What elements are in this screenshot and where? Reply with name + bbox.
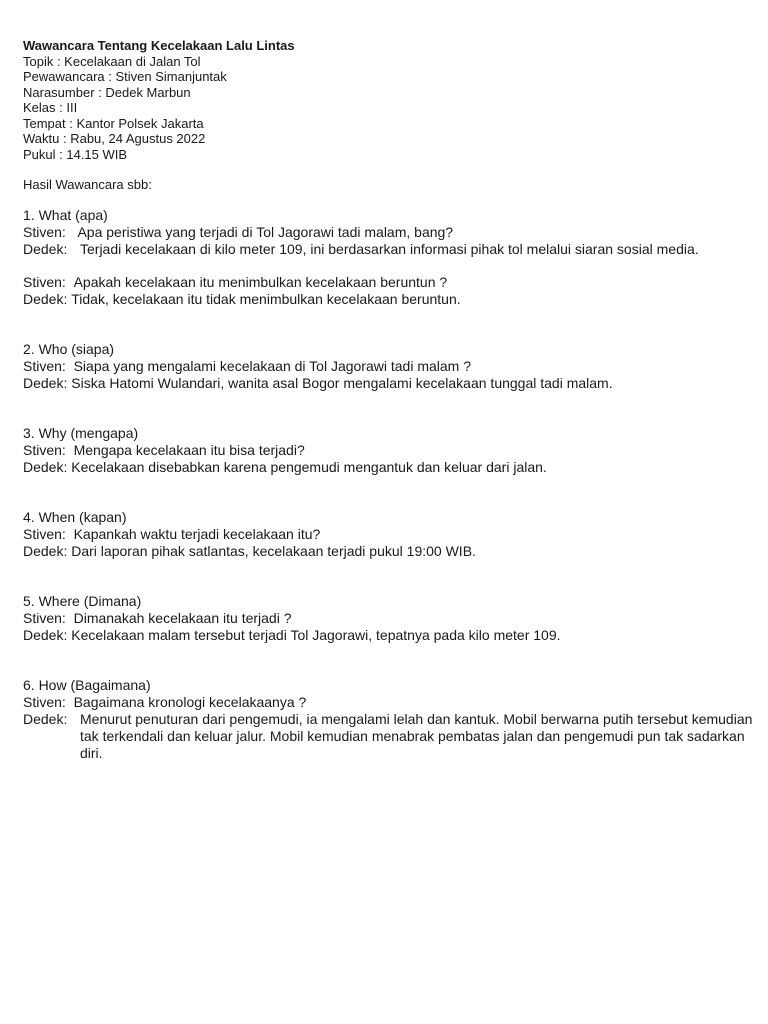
turn-text: Dimanakah kecelakaan itu terjadi ? — [73, 609, 292, 626]
dialog-turn — [23, 442, 753, 459]
turn-text: Terjadi kecelakaan di kilo meter 109, ini berdasarkan informasi pihak tol melalui siaran sosial media. — [80, 240, 699, 257]
section-why — [23, 425, 753, 476]
meta-class: Kelas : III — [23, 100, 78, 115]
dialog-turn — [23, 358, 753, 375]
speaker-label: Dedek: — [23, 458, 72, 475]
turn-text: Tidak, kecelakaan itu tidak menimbulkan kecelakaan beruntun. — [71, 290, 461, 307]
turn-text: Dari laporan pihak satlantas, kecelakaan terjadi pukul 19:00 WIB. — [71, 542, 476, 559]
section-heading: 2. Who (siapa) — [23, 340, 115, 357]
section-where — [23, 593, 753, 644]
section-heading: 6. How (Bagaimana) — [23, 676, 151, 693]
dialog-turn — [23, 241, 753, 258]
turn-text: Menurut penuturan dari pengemudi, ia mengalami lelah dan kantuk. Mobil berwarna putih tersebut kemudian tak terkendali dan keluar jalur. Mobil kemudian menabrak pembatas jalan dan pengemudi pun tak sadarkan diri. — [80, 710, 753, 761]
section-heading: 3. Why (mengapa) — [23, 424, 139, 441]
dialog-turn — [23, 543, 753, 560]
meta-interviewee: Narasumber : Dedek Marbun — [23, 84, 191, 100]
dialog-turn — [23, 610, 753, 627]
meta-place: Tempat : Kantor Polsek Jakarta — [23, 115, 204, 131]
speaker-label: Stiven: — [23, 273, 74, 290]
speaker-label: Dedek: — [23, 374, 72, 391]
turn-text: Kapankah waktu terjadi kecelakaan itu? — [73, 525, 321, 542]
speaker-label: Stiven: — [23, 609, 74, 626]
turn-text: Bagaimana kronologi kecelakaanya ? — [73, 693, 307, 710]
turn-text: Apa peristiwa yang terjadi di Tol Jagorawi tadi malam, bang? — [77, 223, 454, 240]
dialog-turn — [23, 274, 753, 291]
dialog-turn — [23, 526, 753, 543]
section-heading: 1. What (apa) — [23, 206, 108, 223]
speaker-label: Stiven: — [23, 441, 74, 458]
speaker-label: Stiven: — [23, 525, 74, 542]
meta-interviewer: Pewawancara : Stiven Simanjuntak — [23, 69, 227, 84]
dialog-turn — [23, 291, 753, 308]
dialog-turn — [23, 627, 753, 644]
speaker-label: Dedek: — [23, 710, 76, 727]
speaker-label: Dedek: — [23, 542, 72, 559]
meta-block — [23, 54, 753, 163]
turn-text: Siska Hatomi Wulandari, wanita asal Bogor mengalami kecelakaan tunggal tadi malam. — [71, 374, 613, 391]
section-what — [23, 207, 753, 308]
speaker-label: Stiven: — [23, 223, 78, 240]
speaker-label: Dedek: — [23, 290, 72, 307]
section-heading: 4. When (kapan) — [23, 508, 127, 525]
section-who — [23, 341, 753, 392]
dialog-turn — [23, 459, 753, 476]
dialog-turn — [23, 224, 753, 241]
speaker-label: Dedek: — [23, 626, 72, 643]
document-title: Wawancara Tentang Kecelakaan Lalu Lintas — [23, 38, 295, 53]
turn-text: Kecelakaan malam tersebut terjadi Tol Jagorawi, tepatnya pada kilo meter 109. — [71, 626, 561, 643]
speaker-label: Stiven: — [23, 357, 74, 374]
dialog-turn — [23, 375, 753, 392]
document — [23, 38, 753, 762]
turn-text: Mengapa kecelakaan itu bisa terjadi? — [73, 441, 305, 458]
section-how — [23, 677, 753, 762]
speaker-label: Dedek: — [23, 240, 76, 257]
speaker-label: Stiven: — [23, 693, 74, 710]
section-when — [23, 509, 753, 560]
meta-topic: Topik : Kecelakaan di Jalan Tol — [23, 53, 201, 69]
intro-text: Hasil Wawancara sbb: — [23, 177, 152, 192]
meta-date: Waktu : Rabu, 24 Agustus 2022 — [23, 131, 206, 146]
turn-text: Kecelakaan disebabkan karena pengemudi mengantuk dan keluar dari jalan. — [71, 458, 547, 475]
section-heading: 5. Where (Dimana) — [23, 592, 142, 609]
meta-time: Pukul : 14.15 WIB — [23, 146, 128, 162]
turn-text: Apakah kecelakaan itu menimbulkan kecelakaan beruntun ? — [73, 273, 448, 290]
dialog-turn — [23, 711, 753, 762]
turn-text: Siapa yang mengalami kecelakaan di Tol Jagorawi tadi malam ? — [73, 357, 472, 374]
dialog-turn — [23, 694, 753, 711]
